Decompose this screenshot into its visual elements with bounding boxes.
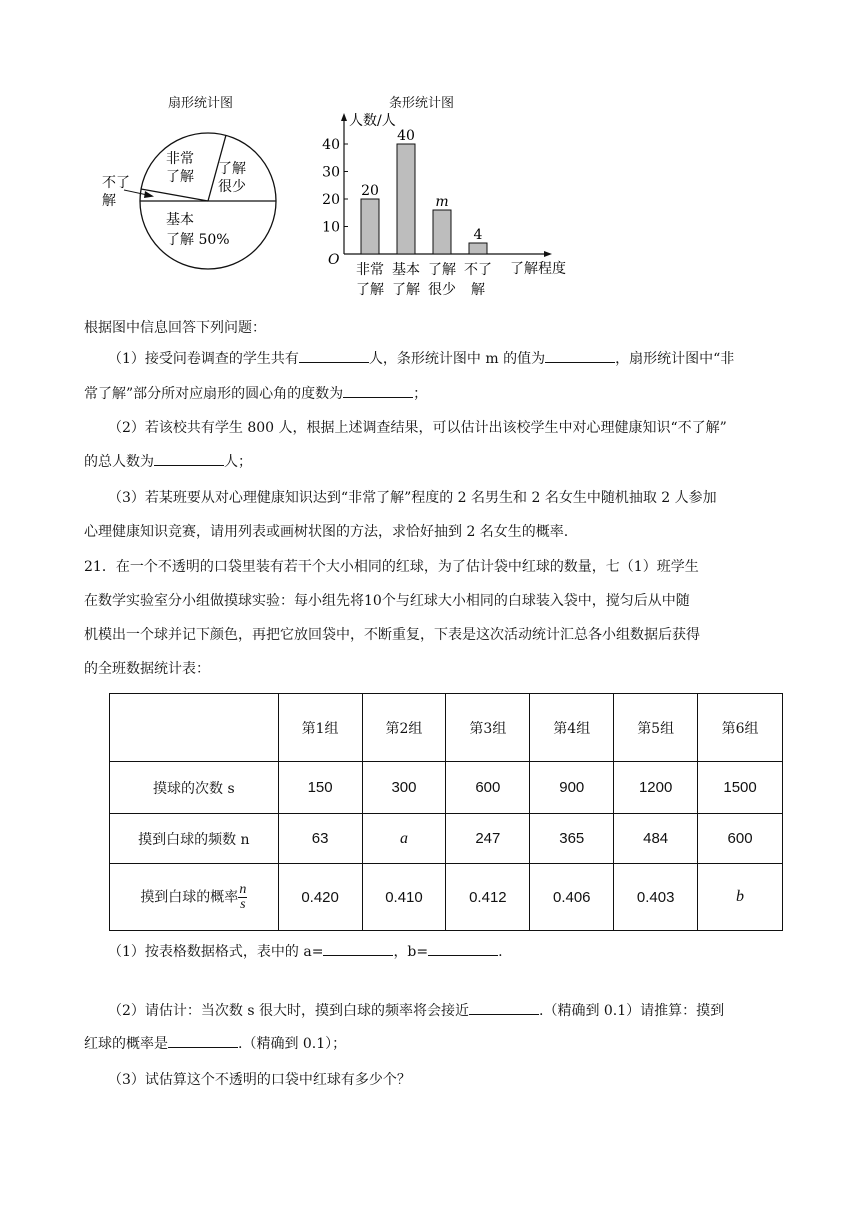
table-header-cell bbox=[110, 694, 279, 762]
pie-label-very-well-2: 了解 bbox=[166, 169, 194, 185]
table-cell: 0.406 bbox=[530, 864, 614, 931]
row-label bbox=[110, 864, 279, 931]
question-2: （2）若该校共有学生 800 人，根据上述调查结果，可以估计出该校学生中对心理健康知识“不了解” bbox=[108, 420, 727, 436]
q1-blank-total bbox=[299, 348, 369, 363]
y-tick-label: 20 bbox=[322, 192, 340, 208]
s1-text-b: ，b= bbox=[393, 944, 429, 960]
s2-blank-freq bbox=[469, 1000, 539, 1015]
row-label-text: 摸到白球的概率 bbox=[140, 889, 239, 905]
x-tick-label: 很少 bbox=[428, 282, 456, 298]
sub-question-3: （3）试估算这个不透明的口袋中红球有多少个？ bbox=[108, 1072, 411, 1088]
table-header-cell: 第1组 bbox=[278, 694, 362, 762]
s2-blank-prob bbox=[168, 1033, 238, 1048]
sub-question-1 bbox=[84, 941, 784, 962]
x-tick-label: 了解 bbox=[356, 282, 384, 298]
intro-text: 根据图中信息回答下列问题： bbox=[84, 320, 266, 336]
x-tick-label: 解 bbox=[471, 282, 485, 298]
x-tick-label: 不了 bbox=[464, 262, 492, 278]
bar-data-label: 40 bbox=[397, 128, 415, 144]
y-tick-label: 10 bbox=[322, 219, 340, 236]
bar bbox=[469, 243, 487, 254]
problem-21-line-1: 21．在一个不透明的口袋里装有若干个大小相同的红球，为了估计袋中红球的数量，七（1）班学生 bbox=[84, 559, 699, 575]
fraction-numerator: n bbox=[239, 881, 247, 897]
s1-blank-a bbox=[323, 941, 393, 956]
bar-chart-title: 条形统计图 bbox=[389, 96, 455, 111]
question-3-cont: 心理健康知识竞赛，请用列表或画树状图的方法，求恰好抽到 2 名女生的概率. bbox=[84, 524, 569, 540]
x-tick-label: 非常 bbox=[356, 262, 384, 278]
question-1-cont bbox=[84, 383, 784, 404]
y-axis-label: 人数/人 bbox=[349, 113, 396, 129]
table-header-row bbox=[110, 694, 783, 762]
sub-question-2-cont bbox=[84, 1033, 784, 1054]
q1-blank-m bbox=[545, 348, 615, 363]
problem-21-line-2: 在数学实验室分小组做摸球实验：每小组先将10个与红球大小相同的白球装入袋中，搅匀后从中随 bbox=[84, 593, 690, 609]
table-cell: 63 bbox=[278, 814, 362, 864]
s1-blank-b bbox=[428, 941, 498, 956]
table-header-cell: 第2组 bbox=[362, 694, 446, 762]
pie-label-little-2: 很少 bbox=[218, 179, 246, 195]
origin-label: O bbox=[328, 252, 340, 268]
bar bbox=[361, 199, 379, 254]
data-table bbox=[109, 693, 783, 931]
question-1 bbox=[84, 348, 784, 369]
table-cell: 365 bbox=[530, 814, 614, 864]
pie-chart-title: 扇形统计图 bbox=[168, 96, 234, 111]
q2-text-c: 人； bbox=[224, 454, 252, 470]
y-tick-label: 30 bbox=[322, 164, 340, 181]
table-cell: 247 bbox=[446, 814, 530, 864]
q2-blank-count bbox=[154, 451, 224, 466]
table-header-cell: 第3组 bbox=[446, 694, 530, 762]
table-cell: a bbox=[362, 814, 446, 864]
s2-text-c: 红球的概率是 bbox=[84, 1036, 168, 1052]
row-label: 摸到白球的频数 n bbox=[110, 814, 279, 864]
x-axis-label: 了解程度 bbox=[510, 261, 566, 277]
problem-21-line-3: 机模出一个球并记下颜色，再把它放回袋中，不断重复，下表是这次活动统计汇总各小组数据后获得 bbox=[84, 627, 700, 643]
question-3: （3）若某班要从对心理健康知识达到“非常了解”程度的 2 名男生和 2 名女生中随机抽取 2 人参加 bbox=[108, 490, 717, 506]
table-row bbox=[110, 762, 783, 814]
table-cell: 150 bbox=[278, 762, 362, 814]
pie-label-none-2: 解 bbox=[102, 193, 116, 209]
problem-21-line-4: 的全班数据统计表： bbox=[84, 661, 210, 677]
table-cell: 600 bbox=[698, 814, 783, 864]
bar bbox=[397, 144, 415, 254]
table-cell: b bbox=[698, 864, 783, 931]
table-cell: 0.403 bbox=[614, 864, 698, 931]
row-label: 摸球的次数 s bbox=[110, 762, 279, 814]
q1-text-b: 人，条形统计图中 m 的值为 bbox=[368, 351, 546, 367]
q1-text-d: 常了解”部分所对应扇形的圆心角的度数为 bbox=[84, 386, 344, 402]
bar bbox=[433, 210, 451, 254]
y-tick-label: 40 bbox=[322, 137, 340, 153]
q2-text-b: 的总人数为 bbox=[84, 454, 154, 470]
pie-label-basic-2: 了解 50% bbox=[166, 232, 230, 248]
s1-text-a: （1）按表格数据格式，表中的 a= bbox=[108, 944, 324, 960]
table-cell: 900 bbox=[530, 762, 614, 814]
table-row bbox=[110, 864, 783, 931]
q1-text-c: ，扇形统计图中“非 bbox=[615, 351, 735, 367]
bar-data-label: m bbox=[435, 194, 449, 210]
q1-text-a: （1）接受问卷调查的学生共有 bbox=[108, 351, 299, 367]
s2-text-a: （2）请估计：当次数 s 很大时，摸到白球的频率将会接近 bbox=[108, 1003, 469, 1019]
x-axis-arrowhead bbox=[544, 251, 552, 257]
pie-label-none-1: 不了 bbox=[102, 175, 130, 191]
table-cell: 600 bbox=[446, 762, 530, 814]
fraction-denominator: s bbox=[240, 896, 246, 912]
bar-chart bbox=[320, 108, 600, 303]
table-header-cell: 第4组 bbox=[530, 694, 614, 762]
s2-text-b: .（精确到 0.1）请推算：摸到 bbox=[539, 1003, 725, 1019]
x-tick-label: 基本 bbox=[392, 262, 420, 278]
table-row bbox=[110, 814, 783, 864]
table-cell: 1500 bbox=[698, 762, 783, 814]
table-cell: 0.412 bbox=[446, 864, 530, 931]
q1-blank-angle bbox=[343, 383, 413, 398]
pie-label-little-1: 了解 bbox=[218, 161, 246, 177]
table-header-cell: 第6组 bbox=[698, 694, 783, 762]
pie-label-very-well-1: 非常 bbox=[166, 151, 194, 167]
pie-pointer-arrowhead bbox=[144, 191, 154, 198]
bar-data-label: 20 bbox=[361, 183, 379, 199]
table-cell: 0.410 bbox=[362, 864, 446, 931]
table-cell: 1200 bbox=[614, 762, 698, 814]
y-axis-arrowhead bbox=[341, 113, 347, 121]
sub-question-2 bbox=[84, 1000, 784, 1021]
s1-text-c: . bbox=[498, 944, 503, 960]
q1-text-e: ； bbox=[413, 386, 428, 402]
table-cell: 484 bbox=[614, 814, 698, 864]
table-header-cell: 第5组 bbox=[614, 694, 698, 762]
question-2-cont bbox=[84, 451, 784, 472]
table-cell: 300 bbox=[362, 762, 446, 814]
pie-chart bbox=[90, 110, 290, 270]
x-tick-label: 了解 bbox=[392, 282, 420, 298]
x-tick-label: 了解 bbox=[428, 262, 456, 278]
s2-text-d: .（精确到 0.1）； bbox=[238, 1036, 347, 1052]
fraction-n-over-s bbox=[238, 883, 247, 912]
bar-data-label: 4 bbox=[473, 227, 483, 243]
pie-label-basic-1: 基本 bbox=[166, 212, 194, 228]
table-cell: 0.420 bbox=[278, 864, 362, 931]
